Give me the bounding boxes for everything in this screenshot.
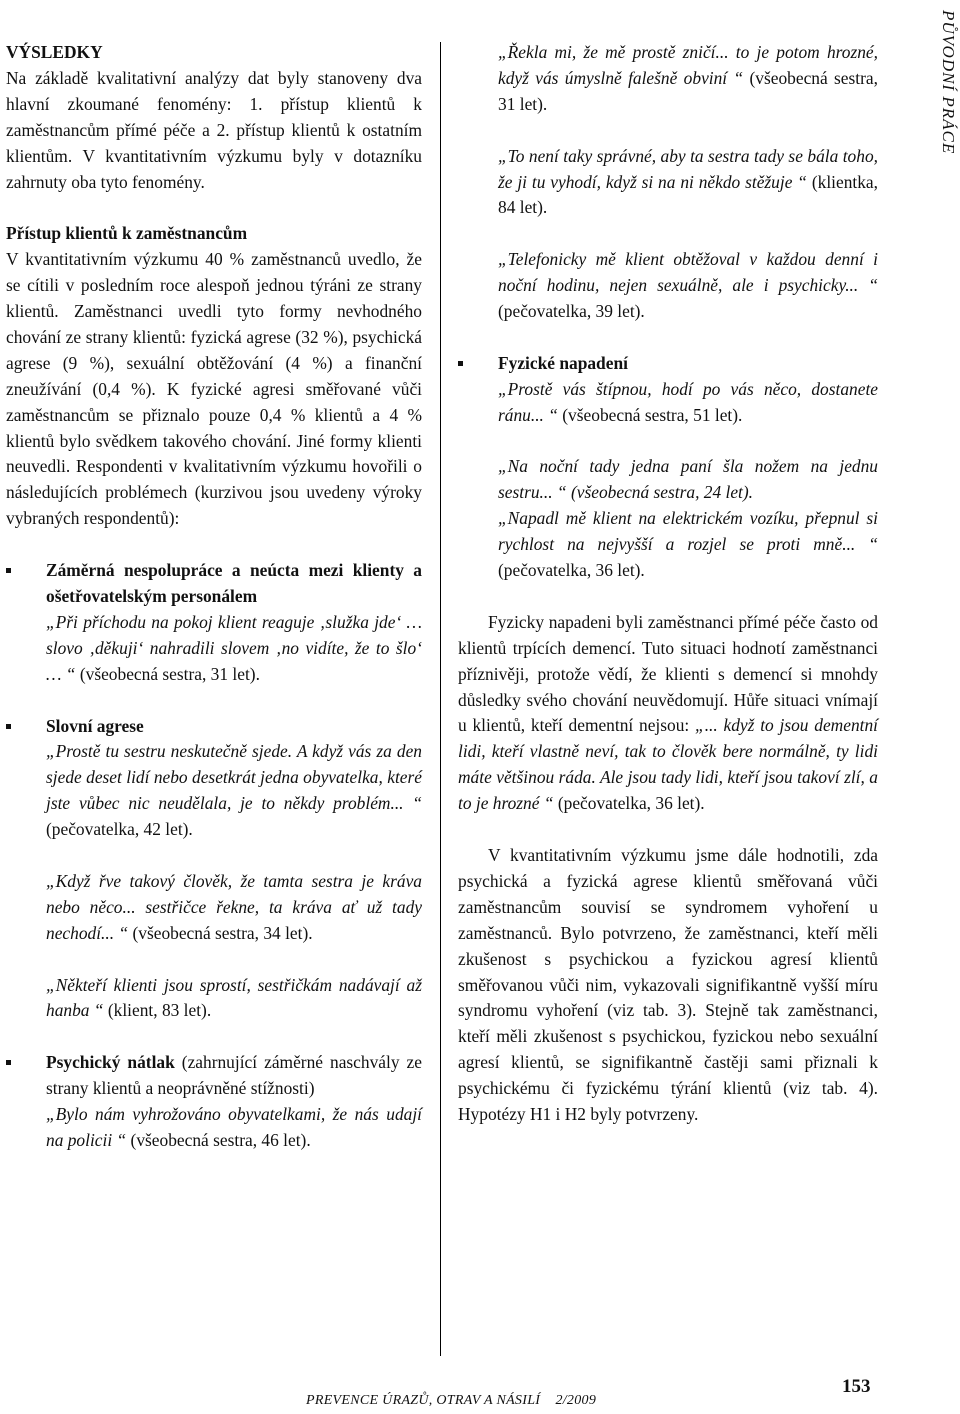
bullet-title: Fyzické napadení: [498, 352, 628, 373]
quote: „Na noční tady jedna paní šla nožem na jednu sestru... “ (všeobecná sestra, 24 let).: [498, 456, 878, 503]
bullet-title: Záměrná nespolupráce a neúcta mezi klienty a ošetřovatelským personálem: [46, 560, 422, 606]
square-bullet-icon: [6, 568, 11, 573]
bullet-nespoluprace: [6, 558, 422, 610]
quote: „Prostě tu sestru neskutečně sjede. A když vás za den sjede deset lidí nebo desetkrát jedna obyvatelka, které jste vůbec nic neudělala, je to někdy problém... “ (pečovatelka, 42 let).: [46, 741, 422, 840]
section-label: PŮVODNÍ PRÁCE: [939, 10, 958, 155]
quote: „Bylo nám vyhrožováno obyvatelkami, že nás udají na policii “ (všeobecná sestra, 46 let).: [46, 1104, 422, 1150]
square-bullet-icon: [6, 724, 11, 729]
square-bullet-icon: [6, 1060, 11, 1065]
body-paragraph: Fyzicky napadeni byli zaměstnanci přímé péče často od klientů trpících demencí. Tuto situaci hodnotí zaměstnanci příznivěji, protože vědí, že klienti s demencí si mnohdy důsledky svého chování neuvědomují. Hůře situaci vnímají u klientů, kteří dementní nejsou: „... když to jsou dementní lidi, kteří vlastně neví, tak to člověk bere normálně, ty lidi máte většinou ráda. Ale jsou tady lidi, kteří jsou takoví zlí, a to je hrozné “ (pečovatelka, 36 let).: [458, 611, 878, 814]
quote: „Napadl mě klient na elektrickém vozíku, přepnul si rychlost na nejvyšší a rozjel se proti mně... “ (pečovatelka, 36 let).: [498, 508, 878, 581]
bullet-title: Psychický nátlak: [46, 1052, 175, 1073]
access-heading: Přístup klientů k zaměstnancům: [6, 223, 248, 244]
bullet-title: Slovní agrese: [46, 715, 144, 736]
left-column: [6, 40, 422, 1154]
right-column: [458, 40, 878, 1128]
quote: „To není taky správné, aby ta sestra tady se bála toho, že ji tu vyhodí, když si na ni někdo stěžuje “ (klientka, 84 let).: [498, 145, 878, 218]
quote: „Při příchodu na pokoj klient reaguje ‚služka jde‘ … slovo ‚děkuji‘ nahradili slovem ‚no vidíte, že to šlo‘ … “ (všeobecná sestra, 31 let).: [46, 611, 422, 684]
quote: „Řekla mi, že mě prostě zničí... to je potom hrozné, když vás úmyslně falešně obviní “ (všeobecná sestra, 31 let).: [498, 42, 878, 114]
bullet-fyzicke-napadeni: [458, 351, 878, 377]
column-divider: [440, 42, 441, 1356]
results-text: Na základě kvalitativní analýzy dat byly stanoveny dva hlavní zkoumané fenomény: 1. přístup klientů k zaměstnancům přímé péče a 2. přístup klientů k ostatním klientům. V kvantitativním výzkumu byly v dotazníku zahrnuty oba tyto fenomény.: [6, 67, 422, 192]
journal-footer: PREVENCE ÚRAZŮ, OTRAV A NÁSILÍ 2/2009: [306, 1393, 597, 1408]
results-heading: VÝSLEDKY: [6, 42, 103, 62]
access-text: V kvantitativním výzkumu 40 % zaměstnanců uvedlo, že se cítili v posledním roce alespoň jednou týráni ze strany klientů. Zaměstnanci uvedli tyto formy nevhodného chování ze strany klientů: fyzická agrese (32 %), psychická agrese (9 %), sexuální obtěžování (4 %) a finanční zneužívání (0,4 %). K fyzické agresi směřované vůči zaměstnancům se přiznalo pouze 0,4 % klientů a 4 % klientů bylo svědkem takového chování. Jiné formy klienti neuvedli. Respondenti v kvalitativním výzkumu hovořili o následujících problémech (kurzivou jsou uvedeny výroky vybraných respondentů):: [6, 249, 422, 529]
bullet-desc: (zahrnující záměrné naschvály ze strany klientů a neoprávněné stížnosti): [46, 1052, 422, 1099]
square-bullet-icon: [458, 361, 463, 366]
quote: „Prostě vás štípnou, hodí po vás něco, dostanete ránu... “ (všeobecná sestra, 51 let).: [498, 378, 878, 425]
body-paragraph: V kvantitativním výzkumu jsme dále hodnotili, zda psychická a fyzická agrese klientů směřovaná vůči zaměstnancům souvisí se syndromem vyhoření u zaměstnanců. Bylo potvrzeno, že zaměstnanci, kteří měli zkušenost s psychickou a fyzickou agresí klientů směřovanou vůči nim, vykazovali signifikantně vyšší míru syndromu vyhoření (viz tab. 3). Stejně tak zaměstnanci, kteří měli zkušenost s psychickou, fyzickou nebo sexuální agresí klientů, se signifikantně častěji sami přiznali k psychickému či fyzickému týrání klientů (viz tab. 4). Hypotézy H1 i H2 byly potvrzeny.: [458, 845, 878, 1125]
quote: „Někteří klienti jsou sprostí, sestřičkám nadávají až hanba “ (klient, 83 let).: [46, 974, 422, 1021]
page-number: 153: [842, 1376, 871, 1397]
quote: „Telefonicky mě klient obtěžoval v každou denní i noční hodinu, nejen sexuálně, ale i psychicky... “ (pečovatelka, 39 let).: [498, 249, 878, 322]
bullet-slovni-agrese: [6, 714, 422, 740]
quote: „Když řve takový člověk, že tamta sestra je kráva nebo něco... sestřičce řekne, ta kráva ať už tady nechodí... “ (všeobecná sestra, 34 let).: [46, 870, 422, 943]
bullet-psychicky-natlak: [6, 1050, 422, 1102]
